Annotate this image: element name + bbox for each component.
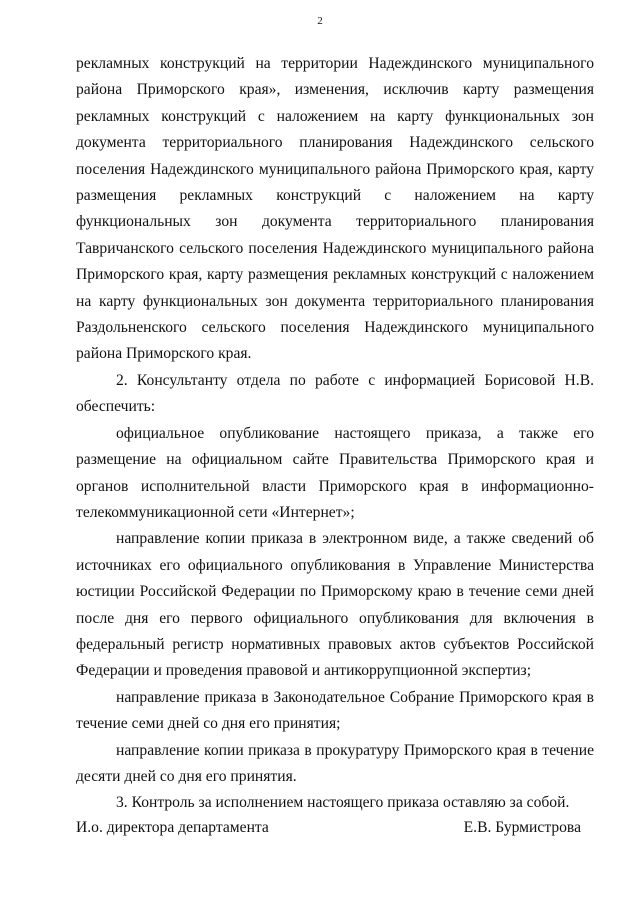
paragraph-legislative-assembly: направление приказа в Законодательное Собрание Приморского края в течение семи дней со дня его принятия;: [76, 688, 594, 733]
paragraph-publication: официальное опубликование настоящего приказа, а также его размещение на официальном сайте Правительства Приморского края и органов исполнительной власти Приморского края в информационно-телекоммуникационной сети «Интернет»;: [76, 424, 594, 521]
paragraph-ministry-of-justice: направление копии приказа в электронном виде, а также сведений об источниках его официального опубликования в Управление Министерства юстиции Российской Федерации по Приморскому краю в течение семи дней после дня его первого официального опубликования для включения в федеральный регистр нормативных правовых актов субъектов Российской Федерации и проведения правовой и антикоррупционной экспертиз;: [76, 530, 594, 680]
signatory-name: Е.В. Бурмистрова: [463, 819, 581, 836]
paragraph-prosecutor: направление копии приказа в прокуратуру Приморского края в течение десяти дней со дня его принятия.: [76, 741, 594, 785]
page-number: 2: [317, 15, 323, 27]
paragraph-item-2: 2. Консультанту отдела по работе с информацией Борисовой Н.В. обеспечить:: [76, 371, 594, 416]
paragraph-item-3: 3. Контроль за исполнением настоящего приказа оставляю за собой.: [116, 794, 570, 812]
document-body: [76, 51, 594, 817]
paragraph-continuation: рекламных конструкций на территории Надеждинского муниципального района Приморского края», изменения, исключив карту размещения рекламных конструкций с наложением на карту функциональных зон документа территориального планирования Надеждинского сельского поселения Надеждинского муниципального района Приморского края, карту размещения рекламных конструкций с наложением на карту функциональных зон документа территориального планирования Тавричанского сельского поселения Надеждинского муниципального района Приморского края, карту размещения рекламных конструкций с наложением на карту функциональных зон документа территориального планирования Раздольненского сельского поселения Надеждинского муниципального района Приморского края.: [76, 55, 594, 363]
signature-block: [76, 817, 581, 839]
signatory-position: И.о. директора департамента: [76, 819, 269, 836]
